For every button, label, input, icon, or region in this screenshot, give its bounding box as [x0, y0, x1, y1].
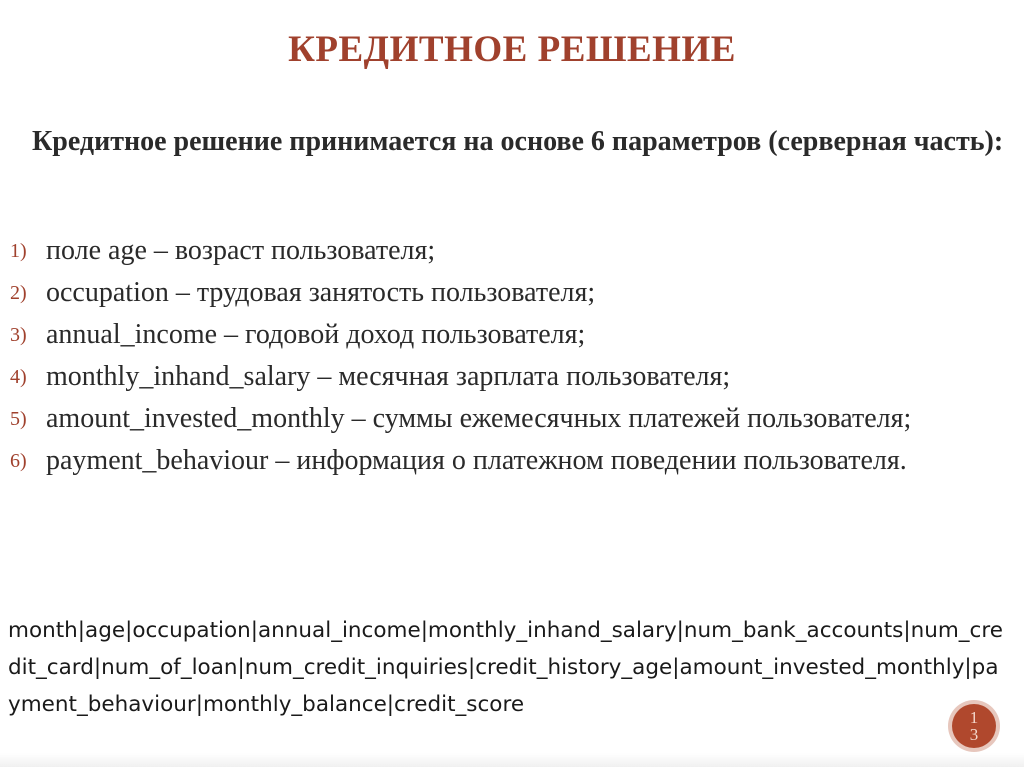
list-item-text: поле age – возраст пользователя;: [46, 235, 436, 266]
list-item-text: amount_invested_monthly – суммы ежемесячных платежей пользователя;: [46, 403, 912, 434]
list-item: [10, 402, 1004, 436]
list-item-text: annual_income – годовой доход пользователя;: [46, 319, 586, 350]
list-item-number: 6): [10, 450, 27, 472]
list-item: [10, 318, 1004, 352]
list-item: [10, 234, 1004, 268]
list-item-text: monthly_inhand_salary – месячная зарплата пользователя;: [46, 361, 731, 392]
slide-shadow: [0, 753, 1024, 767]
parameter-list: [10, 234, 1004, 486]
slide-title: КРЕДИТНОЕ РЕШЕНИЕ: [288, 29, 736, 70]
list-item-number: 2): [10, 282, 27, 304]
intro-text: Кредитное решение принимается на основе 6 параметров (серверная часть):: [32, 126, 1004, 157]
page-number: 13: [969, 708, 979, 744]
list-item: [10, 360, 1004, 394]
list-item-number: 5): [10, 408, 27, 430]
list-item-number: 1): [10, 240, 27, 262]
list-item-number: 4): [10, 366, 27, 388]
list-item-text: occupation – трудовая занятость пользователя;: [46, 277, 596, 308]
field-list-line: month|age|occupation|annual_income|monthly_inhand_salary|num_bank_accounts|num_credit_card|num_of_loan|num_credit_inquiries|credit_history_age|amount_invested_monthly|payment_behaviour|monthly_balance|credit_score: [8, 618, 1003, 717]
list-item: [10, 276, 1004, 310]
page-number-badge: [952, 704, 996, 748]
list-item-number: 3): [10, 324, 27, 346]
list-item-text: payment_behaviour – информация о платежном поведении пользователя.: [46, 445, 907, 476]
list-item: [10, 444, 1004, 478]
